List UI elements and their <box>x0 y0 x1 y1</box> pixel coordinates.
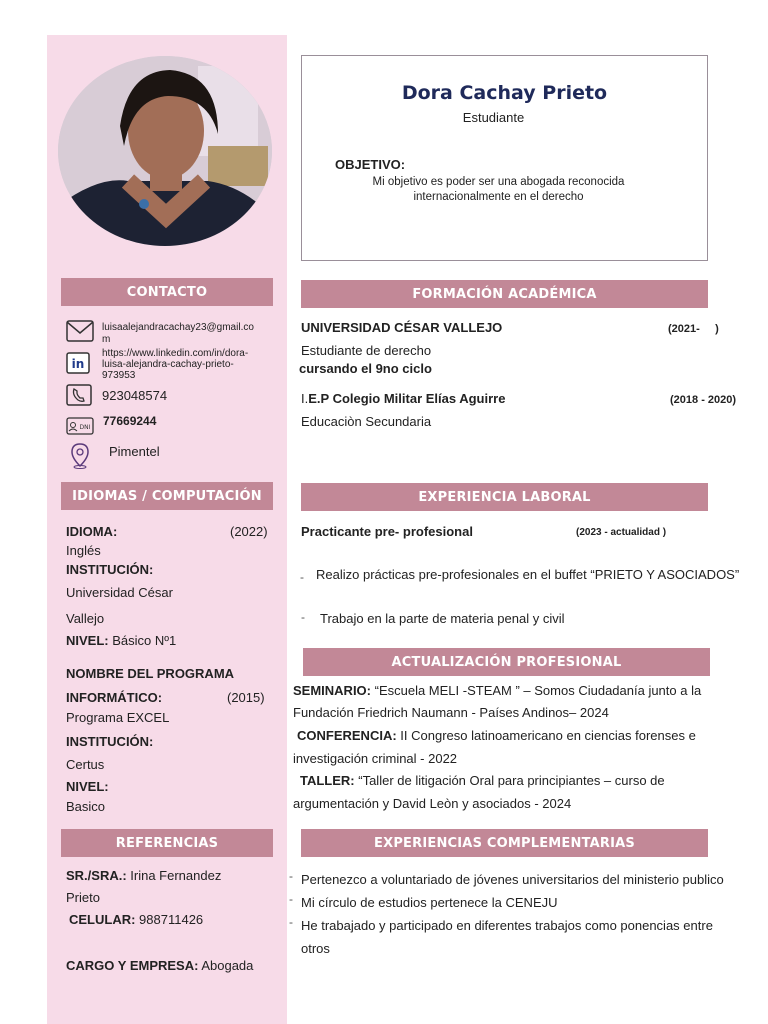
contact-email-1[interactable]: luisaalejandracachay23@gmail.co <box>102 322 254 333</box>
contact-dni: 77669244 <box>103 414 157 428</box>
exp-position: Practicante pre- profesional <box>301 524 473 539</box>
taller-text-1: “Taller de litigación Oral para principiantes – curso de <box>354 773 665 788</box>
profile-role: Estudiante <box>462 110 525 125</box>
institucion2-value: Certus <box>66 757 105 772</box>
seminar-label: SEMINARIO: <box>293 683 371 698</box>
program-label-2: INFORMÁTICO: <box>66 690 163 705</box>
exp-item-2: Trabajo en la parte de materia penal y civil <box>320 611 565 626</box>
conference-row <box>297 728 696 744</box>
location-pin-icon <box>70 443 90 469</box>
comp-item-3-1: He trabajado y participado en diferentes trabajos como ponencias entre <box>301 918 713 933</box>
languages-header: IDIOMAS / COMPUTACIÓN <box>61 482 273 510</box>
comp-item-1: Pertenezco a voluntariado de jóvenes universitarios del ministerio publico <box>301 872 724 887</box>
institucion-label: INSTITUCIÓN: <box>66 562 154 577</box>
edu-school-desc: Educaciòn Secundaria <box>301 414 432 429</box>
edu-university: UNIVERSIDAD CÉSAR VALLEJO <box>301 320 503 335</box>
contact-linkedin-2[interactable]: luisa-alejandra-cachay-prieto- <box>102 359 234 370</box>
program-label-1: NOMBRE DEL PROGRAMA <box>66 666 235 681</box>
seminar-text-1: “Escuela MELI -STEAM ” – Somos Ciudadanía junto a la <box>371 683 702 698</box>
nivel-label: NIVEL: <box>66 633 109 648</box>
idioma-value: Inglés <box>66 543 101 558</box>
edu-university-desc: Estudiante de derecho <box>301 343 432 358</box>
contact-linkedin-3[interactable]: 973953 <box>102 370 136 381</box>
svg-text:DNI: DNI <box>79 424 91 431</box>
id-card-icon <box>66 417 94 435</box>
comp-bullet-2: - <box>289 892 293 906</box>
linkedin-icon <box>66 352 90 374</box>
ref-name-label: SR./SRA.: <box>66 868 127 883</box>
objective-label: OBJETIVO: <box>335 157 406 172</box>
taller-text-2: argumentación y David Leòn y asociados - 2024 <box>293 796 572 811</box>
objective-text-1: Mi objetivo es poder ser una abogada reconocida <box>372 176 625 188</box>
ref-name-row <box>66 868 221 884</box>
nivel2-label: NIVEL: <box>66 779 109 794</box>
education-header: FORMACIÓN ACADÉMICA <box>301 280 708 308</box>
ref-cargo-label: CARGO Y EMPRESA: <box>66 958 199 973</box>
ref-phone-row <box>69 912 203 928</box>
comp-bullet-1: - <box>289 869 293 883</box>
contact-location: Pimentel <box>109 444 160 459</box>
contact-phone: 923048574 <box>102 388 168 403</box>
comp-item-3-2: otros <box>301 941 330 956</box>
ref-name-value-2: Prieto <box>66 890 100 905</box>
edu-school: E.P Colegio Militar Elías Aguirre <box>308 391 506 406</box>
mail-icon <box>66 320 94 342</box>
institucion-value-1: Universidad César <box>66 585 173 600</box>
comp-item-2: Mi círculo de estudios pertenece la CENEJU <box>301 895 558 910</box>
conference-label: CONFERENCIA: <box>297 728 397 743</box>
exp-bullet-1: - <box>300 570 304 584</box>
edu-school-prefix: I. <box>301 391 309 406</box>
seminar-row <box>293 683 701 699</box>
conference-text-2: investigación criminal - 2022 <box>293 751 458 766</box>
edu-university-years: (2021- ) <box>668 323 719 335</box>
complementary-header: EXPERIENCIAS COMPLEMENTARIAS <box>301 829 708 857</box>
taller-label: TALLER: <box>300 773 355 788</box>
edu-school-years: (2018 - 2020) <box>670 394 737 406</box>
profile-photo <box>58 56 272 246</box>
idioma-label: IDIOMA: <box>66 524 118 539</box>
ref-phone-label: CELULAR: <box>69 912 136 927</box>
contact-email-2[interactable]: m <box>102 334 111 345</box>
edu-school-row <box>301 391 505 407</box>
institucion-value-2: Vallejo <box>66 611 105 626</box>
ref-cargo-value: Abogada <box>198 958 254 973</box>
nivel2-value: Basico <box>66 799 106 814</box>
ref-cargo-row <box>66 958 253 974</box>
taller-row <box>300 773 665 789</box>
nivel-value: Básico Nº1 <box>108 633 177 648</box>
updates-header: ACTUALIZACIÓN PROFESIONAL <box>303 648 710 676</box>
experience-header: EXPERIENCIA LABORAL <box>301 483 708 511</box>
profile-name: Dora Cachay Prieto <box>401 82 608 104</box>
edu-university-cycle: cursando el 9no ciclo <box>299 361 432 376</box>
ref-name-value: Irina Fernandez <box>126 868 222 883</box>
institucion2-label: INSTITUCIÓN: <box>66 734 154 749</box>
idioma-year: (2022) <box>230 524 268 539</box>
nivel-row <box>66 633 176 649</box>
program-year: (2015) <box>227 690 265 705</box>
ref-phone-value: 988711426 <box>135 912 204 927</box>
comp-bullet-3: - <box>289 915 293 929</box>
contact-header: CONTACTO <box>61 278 273 306</box>
contact-linkedin-1[interactable]: https://www.linkedin.com/in/dora- <box>102 348 249 359</box>
phone-icon <box>66 384 92 406</box>
objective-text-2: internacionalmente en el derecho <box>413 191 584 203</box>
exp-item-1: Realizo prácticas pre-profesionales en el buffet “PRIETO Y ASOCIADOS” <box>316 567 740 582</box>
exp-years: (2023 - actualidad ) <box>576 527 667 538</box>
program-value: Programa EXCEL <box>66 710 170 725</box>
references-header: REFERENCIAS <box>61 829 273 857</box>
svg-text:in: in <box>71 357 85 371</box>
conference-text-1: II Congreso latinoamericano en ciencias forenses e <box>396 728 696 743</box>
exp-bullet-2: - <box>301 610 305 624</box>
seminar-text-2: Fundación Friedrich Naumann - Países Andinos– 2024 <box>293 705 609 720</box>
